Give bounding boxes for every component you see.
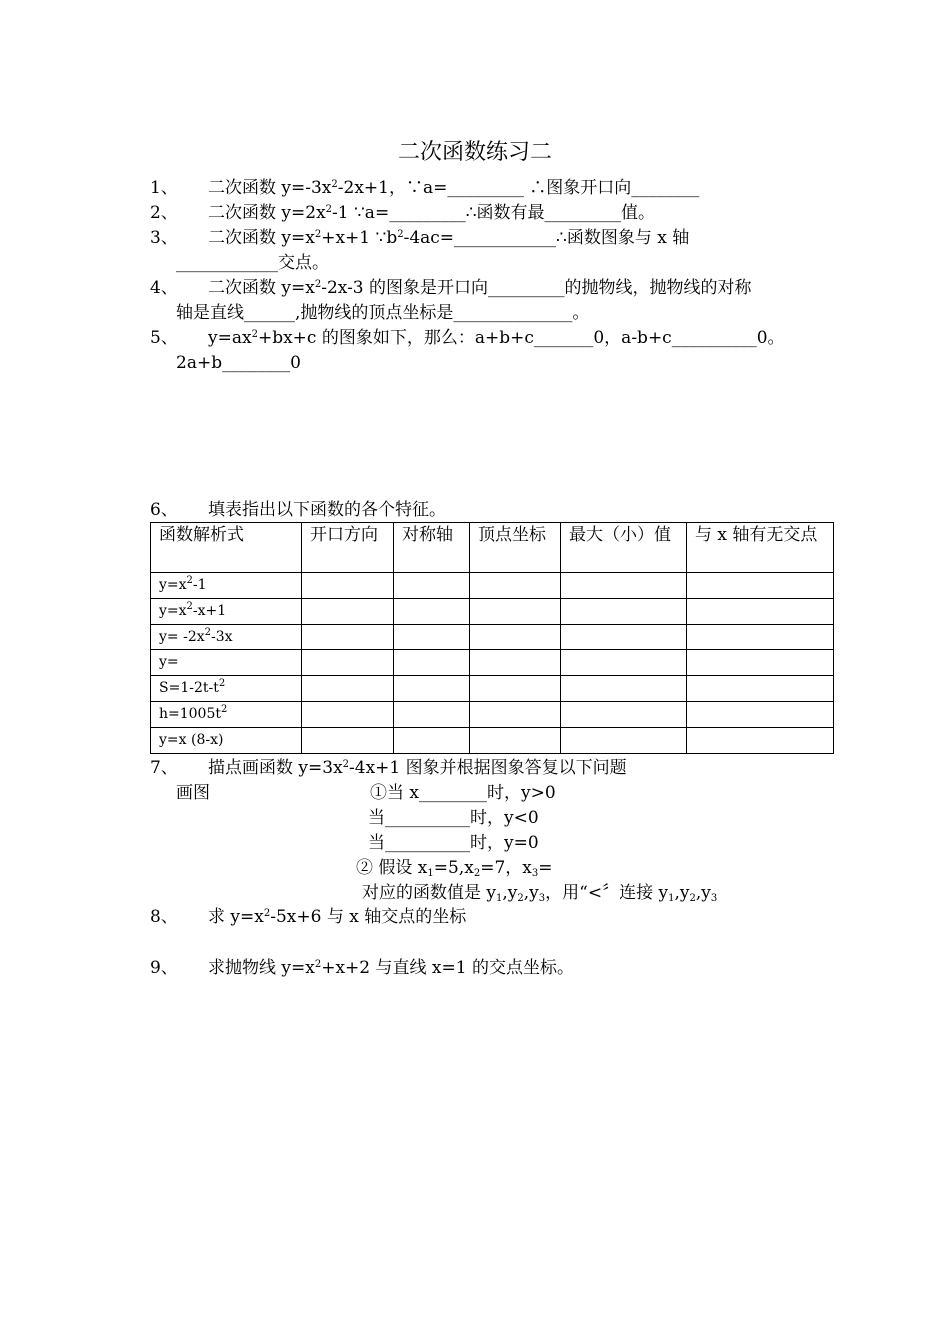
question-4-number: 4、 bbox=[150, 278, 178, 298]
question-2-number: 2、 bbox=[150, 203, 178, 223]
question-1-number: 1、 bbox=[150, 178, 178, 198]
function-cell: y=x (8-x) bbox=[151, 727, 302, 753]
question-5-text: $y=ax^2+bx+c$ 的图象如下，那么：a+b+c_______0，a-b+c__________0。 bbox=[208, 328, 785, 348]
question-2-text: 二次函数 $y=2x^2-1$ ∵a=_________∴函数有最_________值。 bbox=[208, 203, 656, 223]
question-7-number: 7、 bbox=[150, 758, 178, 778]
question-7-part-1b: 当__________时，y<0 bbox=[368, 808, 539, 828]
answer-cell[interactable] bbox=[470, 650, 561, 676]
function-cell: $h=1005t^2$ bbox=[151, 701, 302, 727]
function-cell: $S=1-2t-t^2$ bbox=[151, 676, 302, 702]
answer-cell[interactable] bbox=[561, 598, 687, 624]
answer-cell[interactable] bbox=[687, 676, 834, 702]
answer-cell[interactable] bbox=[470, 624, 561, 650]
answer-cell[interactable] bbox=[561, 727, 687, 753]
answer-cell[interactable] bbox=[394, 598, 470, 624]
answer-cell[interactable] bbox=[302, 727, 394, 753]
question-9-number: 9、 bbox=[150, 958, 178, 978]
question-4-line-2: 轴是直线______,抛物线的顶点坐标是______________。 bbox=[176, 303, 590, 323]
answer-cell[interactable] bbox=[687, 573, 834, 599]
question-8-number: 8、 bbox=[150, 907, 178, 927]
answer-cell[interactable] bbox=[561, 650, 687, 676]
question-7-part-1c: 当__________时，y=0 bbox=[368, 833, 539, 853]
features-table bbox=[150, 522, 834, 754]
answer-cell[interactable] bbox=[687, 650, 834, 676]
header-vertex: 顶点坐标 bbox=[470, 523, 561, 573]
function-cell: $y=x^2-1$ bbox=[151, 573, 302, 599]
question-7-part-1a: ①当 x________时，y>0 bbox=[370, 783, 556, 803]
answer-cell[interactable] bbox=[470, 573, 561, 599]
answer-cell[interactable] bbox=[470, 701, 561, 727]
header-opening-direction: 开口方向 bbox=[302, 523, 394, 573]
answer-cell[interactable] bbox=[561, 624, 687, 650]
question-1-text: 二次函数 $y=-3x^2-2x+1$，∵a=_________ ∴图象开口向________ bbox=[208, 178, 700, 198]
answer-cell[interactable] bbox=[394, 701, 470, 727]
answer-cell[interactable] bbox=[394, 624, 470, 650]
function-cell: $y=x^2-x+1$ bbox=[151, 598, 302, 624]
table-row bbox=[151, 676, 834, 702]
table-row bbox=[151, 573, 834, 599]
answer-cell[interactable] bbox=[687, 598, 834, 624]
table-row bbox=[151, 624, 834, 650]
answer-cell[interactable] bbox=[302, 676, 394, 702]
question-5-number: 5、 bbox=[150, 328, 178, 348]
answer-cell[interactable] bbox=[394, 650, 470, 676]
question-7-draw-label: 画图 bbox=[176, 783, 210, 803]
answer-cell[interactable] bbox=[394, 676, 470, 702]
question-9-text: 求抛物线 $y=x^2+x+2$ 与直线 x=1 的交点坐标。 bbox=[208, 958, 574, 978]
function-cell: $y= -2x^2-3x$ bbox=[151, 624, 302, 650]
table-row bbox=[151, 727, 834, 753]
function-cell: y= bbox=[151, 650, 302, 676]
answer-cell[interactable] bbox=[687, 624, 834, 650]
header-axis-of-symmetry: 对称轴 bbox=[394, 523, 470, 573]
question-4-text: 二次函数 $y=x^2-2x-3$ 的图象是开口向_________的抛物线，抛物线的对称 bbox=[208, 278, 752, 298]
answer-cell[interactable] bbox=[470, 676, 561, 702]
answer-cell[interactable] bbox=[302, 598, 394, 624]
question-7-part-2a: ② 假设 $x_1=5,x_2=7$，$x_3=$ bbox=[356, 858, 553, 879]
answer-cell[interactable] bbox=[687, 727, 834, 753]
answer-cell[interactable] bbox=[470, 727, 561, 753]
table-header-row bbox=[151, 523, 834, 573]
question-7-text: 描点画函数 $y=3x^2-4x+1$ 图象并根据图象答复以下问题 bbox=[208, 758, 627, 778]
answer-cell[interactable] bbox=[561, 701, 687, 727]
answer-cell[interactable] bbox=[302, 650, 394, 676]
question-6-number: 6、 bbox=[150, 500, 178, 520]
question-7-part-2b: 对应的函数值是 $y_1,y_2,y_3$，用“<〞连接 $y_1,y_2,y_3$ bbox=[362, 883, 718, 904]
answer-cell[interactable] bbox=[302, 624, 394, 650]
answer-cell[interactable] bbox=[394, 573, 470, 599]
table-row bbox=[151, 598, 834, 624]
answer-cell[interactable] bbox=[302, 701, 394, 727]
table-row bbox=[151, 650, 834, 676]
answer-cell[interactable] bbox=[394, 727, 470, 753]
question-8-text: 求 $y=x^2-5x+6$ 与 x 轴交点的坐标 bbox=[208, 907, 467, 927]
answer-cell[interactable] bbox=[561, 676, 687, 702]
page-title: 二次函数练习二 bbox=[397, 140, 552, 165]
question-5-line-2: 2a+b________0 bbox=[176, 353, 301, 373]
answer-cell[interactable] bbox=[561, 573, 687, 599]
answer-cell[interactable] bbox=[302, 573, 394, 599]
question-3-text: 二次函数 $y=x^2+x+1$ $\because b^2-4ac=\_\_\_\_\_\_\_\_\_\_\_\_\therefore$函数图象与 x 轴 bbox=[208, 228, 690, 248]
question-3-line-2: ____________交点。 bbox=[176, 253, 329, 273]
header-max-min-value: 最大（小）值 bbox=[561, 523, 687, 573]
header-function: 函数解析式 bbox=[151, 523, 302, 573]
header-x-intersection: 与 x 轴有无交点 bbox=[687, 523, 834, 573]
question-6-text: 填表指出以下函数的各个特征。 bbox=[208, 500, 446, 520]
answer-cell[interactable] bbox=[687, 701, 834, 727]
table-row bbox=[151, 701, 834, 727]
answer-cell[interactable] bbox=[470, 598, 561, 624]
question-3-number: 3、 bbox=[150, 228, 178, 248]
